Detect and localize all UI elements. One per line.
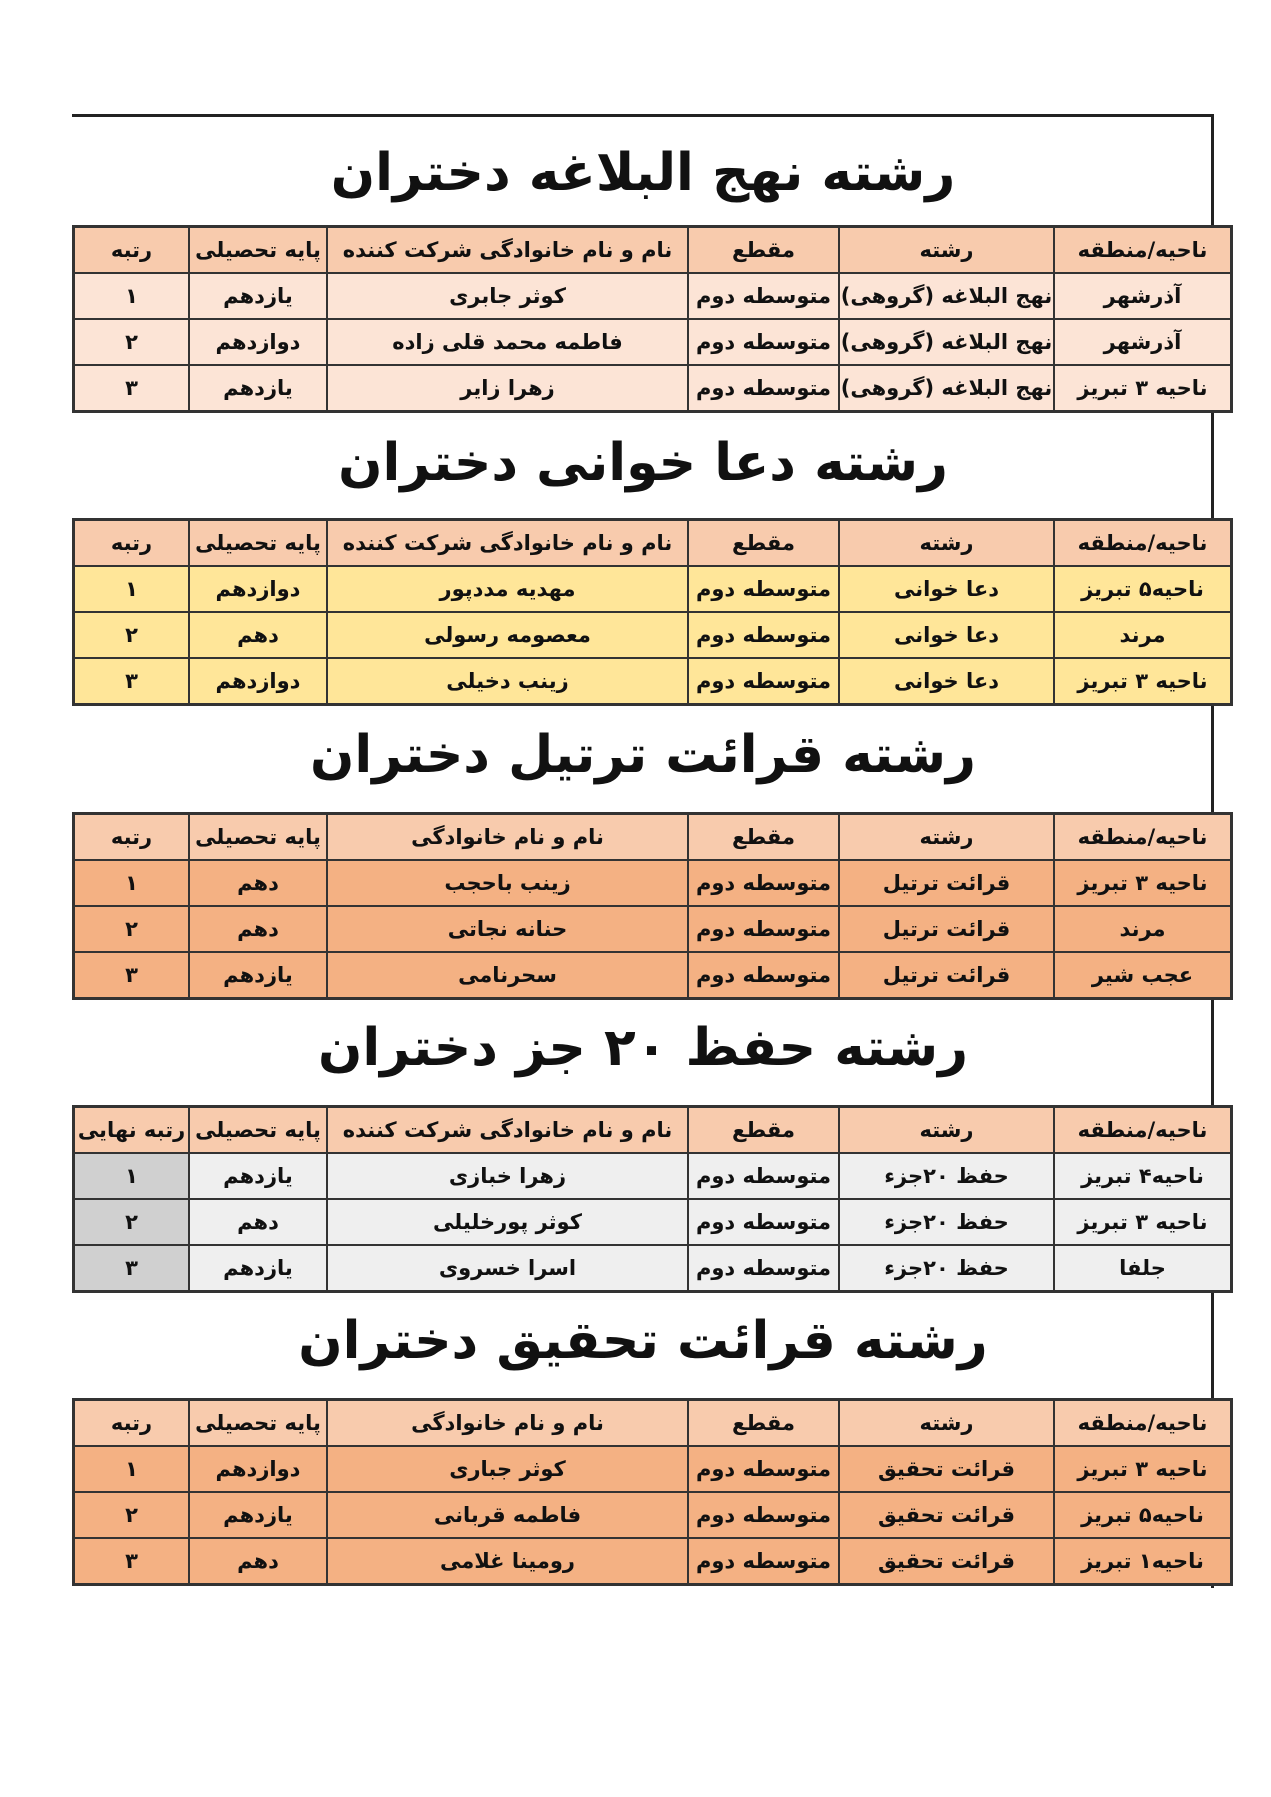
column-header: رتبه نهایی — [74, 1107, 190, 1154]
column-header: رشته — [839, 227, 1054, 274]
table-row — [74, 1538, 1232, 1585]
table-cell: یازدهم — [189, 1245, 327, 1292]
table-cell: زهرا خبازی — [327, 1153, 688, 1199]
rank-cell: ۲ — [74, 906, 190, 952]
table-row — [74, 952, 1232, 999]
table-cell: یازدهم — [189, 1492, 327, 1538]
rank-cell: ۳ — [74, 365, 190, 412]
table-cell: متوسطه دوم — [688, 658, 839, 705]
rank-cell: ۳ — [74, 952, 190, 999]
table-cell: ناحیه۵ تبریز — [1054, 566, 1232, 612]
table-row — [74, 612, 1232, 658]
column-header: مقطع — [688, 1400, 839, 1447]
table-header-row — [74, 814, 1232, 861]
table-cell: متوسطه دوم — [688, 1446, 839, 1492]
rank-cell: ۳ — [74, 1245, 190, 1292]
results-table — [72, 518, 1233, 706]
table-row — [74, 273, 1232, 319]
table-cell: نهج البلاغه (گروهی) — [839, 273, 1054, 319]
results-table — [72, 1398, 1233, 1586]
table-cell: معصومه رسولی — [327, 612, 688, 658]
rank-cell: ۲ — [74, 1199, 190, 1245]
table-cell: مرند — [1054, 612, 1232, 658]
rank-cell: ۱ — [74, 566, 190, 612]
column-header: رتبه — [74, 520, 190, 567]
table-row — [74, 1153, 1232, 1199]
rank-cell: ۲ — [74, 612, 190, 658]
table-cell: متوسطه دوم — [688, 860, 839, 906]
column-header: رتبه — [74, 227, 190, 274]
table-cell: حفظ ۲۰جزء — [839, 1245, 1054, 1292]
table-header-row — [74, 227, 1232, 274]
table-row — [74, 365, 1232, 412]
column-header: مقطع — [688, 814, 839, 861]
table-cell: نهج البلاغه (گروهی) — [839, 319, 1054, 365]
table-cell: دعا خوانی — [839, 612, 1054, 658]
column-header: ناحیه/منطقه — [1054, 520, 1232, 567]
table-cell: یازدهم — [189, 952, 327, 999]
column-header: مقطع — [688, 1107, 839, 1154]
table-row — [74, 1446, 1232, 1492]
table-cell: قرائت تحقیق — [839, 1492, 1054, 1538]
table-cell: حنانه نجاتی — [327, 906, 688, 952]
table-row — [74, 319, 1232, 365]
table-cell: متوسطه دوم — [688, 952, 839, 999]
table-cell: ناحیه ۳ تبریز — [1054, 1446, 1232, 1492]
column-header: نام و نام خانوادگی شرکت کننده — [327, 520, 688, 567]
table-cell: متوسطه دوم — [688, 319, 839, 365]
rank-cell: ۲ — [74, 319, 190, 365]
table-cell: ناحیه۱ تبریز — [1054, 1538, 1232, 1585]
table-cell: زینب دخیلی — [327, 658, 688, 705]
table-cell: متوسطه دوم — [688, 906, 839, 952]
table-cell: قرائت تحقیق — [839, 1446, 1054, 1492]
table-cell: دعا خوانی — [839, 658, 1054, 705]
column-header: نام و نام خانوادگی — [327, 814, 688, 861]
column-header: ناحیه/منطقه — [1054, 1107, 1232, 1154]
column-header: پایه تحصیلی — [189, 520, 327, 567]
table-header-row — [74, 1107, 1232, 1154]
column-header: رشته — [839, 520, 1054, 567]
table-cell: متوسطه دوم — [688, 1538, 839, 1585]
table-cell: دوازدهم — [189, 658, 327, 705]
table-cell: قرائت ترتیل — [839, 906, 1054, 952]
table-row — [74, 1199, 1232, 1245]
table-cell: نهج البلاغه (گروهی) — [839, 365, 1054, 412]
table-header-row — [74, 520, 1232, 567]
table-cell: متوسطه دوم — [688, 566, 839, 612]
table-row — [74, 1245, 1232, 1292]
table-cell: دهم — [189, 1199, 327, 1245]
table-cell: کوثر جباری — [327, 1446, 688, 1492]
table-row — [74, 860, 1232, 906]
table-cell: قرائت تحقیق — [839, 1538, 1054, 1585]
column-header: رتبه — [74, 1400, 190, 1447]
column-header: نام و نام خانوادگی — [327, 1400, 688, 1447]
rank-cell: ۱ — [74, 860, 190, 906]
table-cell: سحرنامی — [327, 952, 688, 999]
section-title: رشته حفظ ۲۰ جز دختران — [317, 1018, 969, 1078]
column-header: مقطع — [688, 520, 839, 567]
table-cell: ناحیه ۳ تبریز — [1054, 658, 1232, 705]
column-header: ناحیه/منطقه — [1054, 814, 1232, 861]
column-header: رتبه — [74, 814, 190, 861]
table-cell: فاطمه محمد قلی زاده — [327, 319, 688, 365]
column-header: ناحیه/منطقه — [1054, 1400, 1232, 1447]
table-cell: حفظ ۲۰جزء — [839, 1199, 1054, 1245]
rank-cell: ۱ — [74, 1153, 190, 1199]
table-cell: جلفا — [1054, 1245, 1232, 1292]
table-header-row — [74, 1400, 1232, 1447]
table-row — [74, 906, 1232, 952]
column-header: پایه تحصیلی — [189, 227, 327, 274]
table-cell: قرائت ترتیل — [839, 952, 1054, 999]
section-title: رشته قرائت تحقیق دختران — [298, 1311, 988, 1371]
table-cell: دوازدهم — [189, 566, 327, 612]
table-cell: ناحیه ۳ تبریز — [1054, 1199, 1232, 1245]
table-cell: یازدهم — [189, 365, 327, 412]
table-cell: دوازدهم — [189, 1446, 327, 1492]
table-cell: حفظ ۲۰جزء — [839, 1153, 1054, 1199]
table-cell: ناحیه۵ تبریز — [1054, 1492, 1232, 1538]
table-cell: مهدیه مددپور — [327, 566, 688, 612]
table-cell: دهم — [189, 1538, 327, 1585]
rank-cell: ۳ — [74, 658, 190, 705]
column-header: رشته — [839, 814, 1054, 861]
table-cell: یازدهم — [189, 273, 327, 319]
section-title: رشته نهج البلاغه دختران — [330, 143, 956, 203]
table-cell: آذرشهر — [1054, 273, 1232, 319]
table-row — [74, 1492, 1232, 1538]
column-header: پایه تحصیلی — [189, 1107, 327, 1154]
rank-cell: ۲ — [74, 1492, 190, 1538]
results-table — [72, 225, 1233, 413]
table-cell: دهم — [189, 906, 327, 952]
table-cell: متوسطه دوم — [688, 1492, 839, 1538]
column-header: رشته — [839, 1107, 1054, 1154]
column-header: پایه تحصیلی — [189, 814, 327, 861]
table-row — [74, 566, 1232, 612]
column-header: ناحیه/منطقه — [1054, 227, 1232, 274]
table-row — [74, 658, 1232, 705]
table-cell: ناحیه ۳ تبریز — [1054, 365, 1232, 412]
rank-cell: ۱ — [74, 1446, 190, 1492]
column-header: نام و نام خانوادگی شرکت کننده — [327, 227, 688, 274]
column-header: نام و نام خانوادگی شرکت کننده — [327, 1107, 688, 1154]
table-cell: عجب شیر — [1054, 952, 1232, 999]
results-table — [72, 1105, 1233, 1293]
table-cell: کوثر جابری — [327, 273, 688, 319]
table-cell: متوسطه دوم — [688, 612, 839, 658]
table-cell: قرائت ترتیل — [839, 860, 1054, 906]
table-cell: ناحیه ۳ تبریز — [1054, 860, 1232, 906]
table-cell: متوسطه دوم — [688, 1245, 839, 1292]
column-header: رشته — [839, 1400, 1054, 1447]
rank-cell: ۱ — [74, 273, 190, 319]
table-cell: فاطمه قربانی — [327, 1492, 688, 1538]
table-cell: کوثر پورخلیلی — [327, 1199, 688, 1245]
table-cell: متوسطه دوم — [688, 365, 839, 412]
table-cell: متوسطه دوم — [688, 273, 839, 319]
column-header: پایه تحصیلی — [189, 1400, 327, 1447]
table-cell: زینب باحجب — [327, 860, 688, 906]
column-header: مقطع — [688, 227, 839, 274]
table-cell: زهرا زایر — [327, 365, 688, 412]
results-table — [72, 812, 1233, 1000]
table-cell: دعا خوانی — [839, 566, 1054, 612]
section-title: رشته دعا خوانی دختران — [338, 433, 948, 493]
section-title: رشته قرائت ترتیل دختران — [310, 725, 976, 785]
table-cell: متوسطه دوم — [688, 1153, 839, 1199]
rank-cell: ۳ — [74, 1538, 190, 1585]
table-cell: دوازدهم — [189, 319, 327, 365]
table-cell: اسرا خسروی — [327, 1245, 688, 1292]
table-cell: دهم — [189, 612, 327, 658]
table-cell: متوسطه دوم — [688, 1199, 839, 1245]
table-cell: دهم — [189, 860, 327, 906]
table-cell: مرند — [1054, 906, 1232, 952]
table-cell: رومینا غلامی — [327, 1538, 688, 1585]
table-cell: آذرشهر — [1054, 319, 1232, 365]
table-cell: ناحیه۴ تبریز — [1054, 1153, 1232, 1199]
table-cell: یازدهم — [189, 1153, 327, 1199]
